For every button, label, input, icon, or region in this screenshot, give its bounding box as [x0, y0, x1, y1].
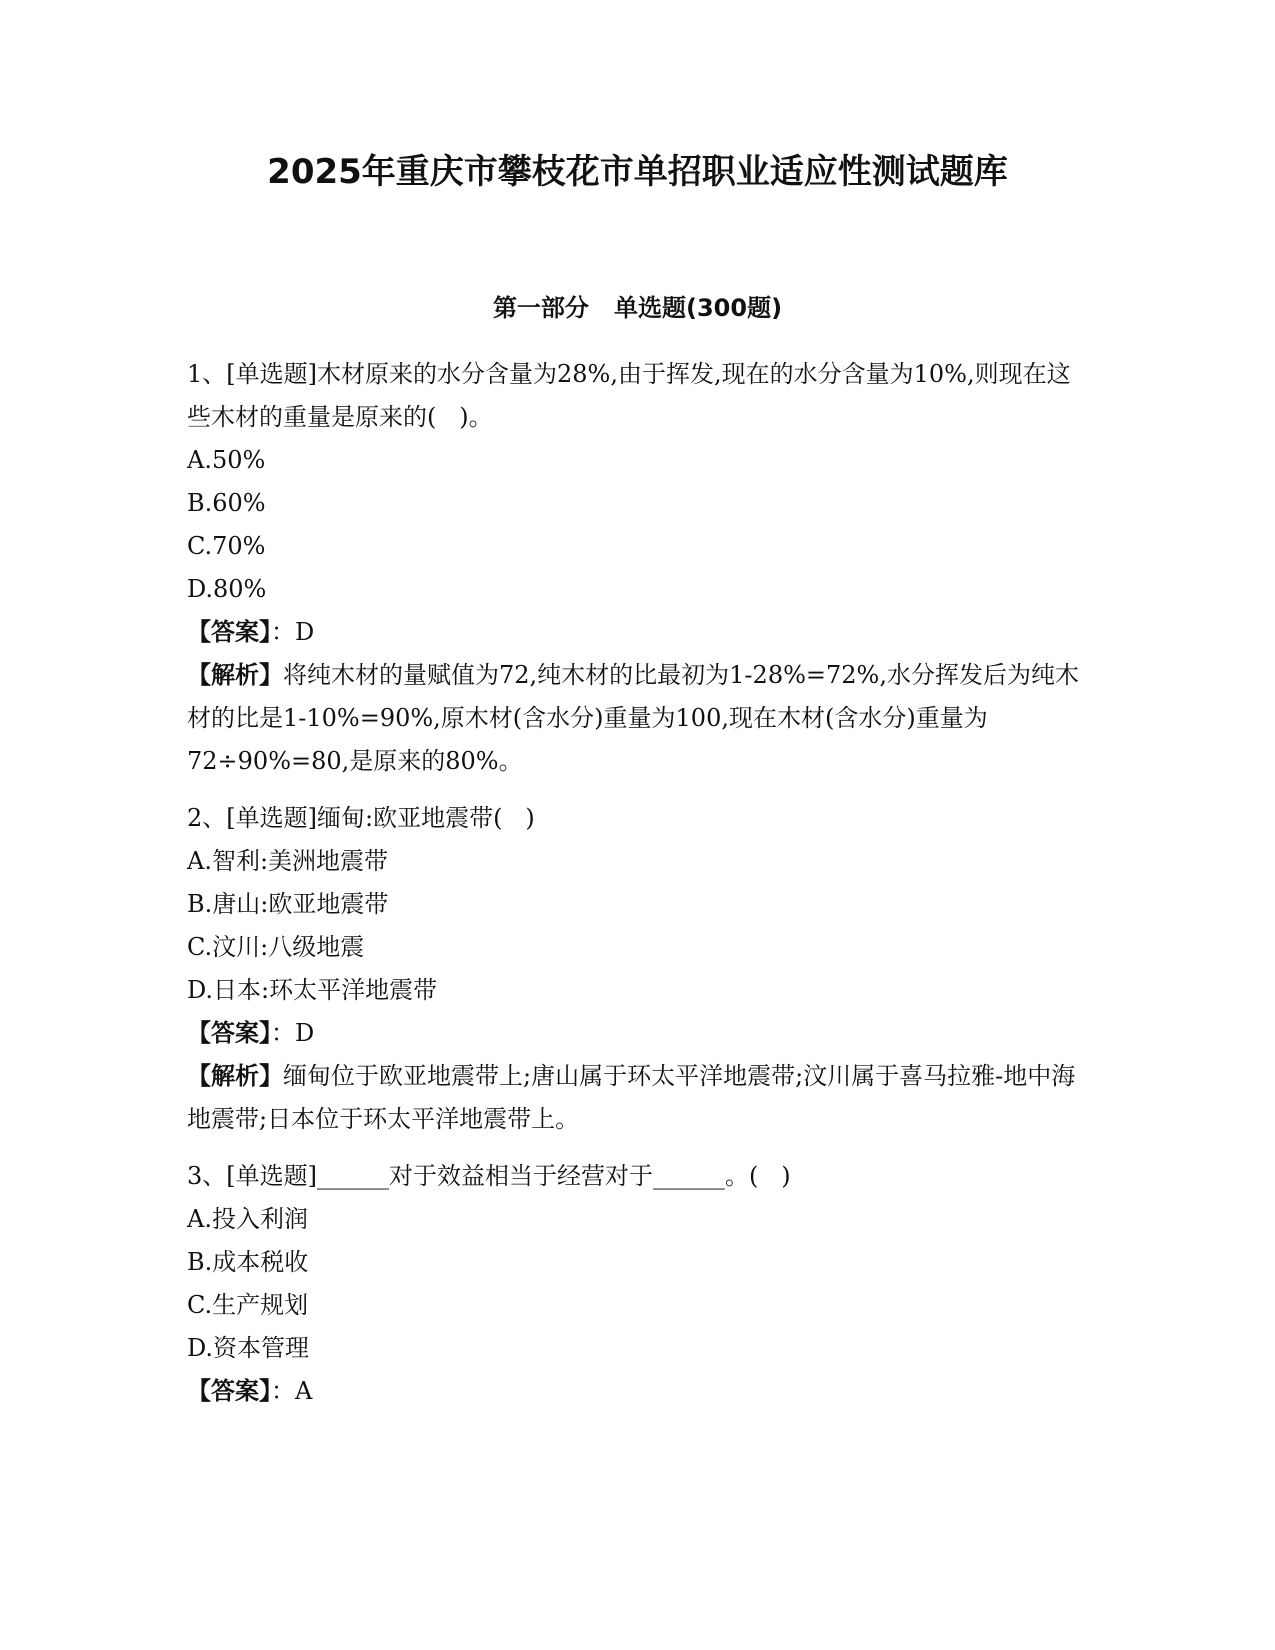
answer-value: ：A	[271, 1377, 313, 1405]
option-d: D.日本:环太平洋地震带	[187, 976, 438, 1004]
option-c: C.生产规划	[187, 1291, 309, 1319]
question-list	[187, 353, 1082, 1427]
question-3	[187, 1155, 1082, 1413]
option-b: B.唐山:欧亚地震带	[187, 890, 389, 918]
analysis-text: 缅甸位于欧亚地震带上;唐山属于环太平洋地震带;汶川属于喜马拉雅-地中海地震带;日本位于环太平洋地震带上。	[187, 1062, 1076, 1133]
answer-line	[187, 611, 1082, 654]
section-title: 第一部分 单选题(300题)	[492, 294, 783, 322]
analysis-line	[187, 1055, 1082, 1141]
answer-value: ：D	[271, 1019, 315, 1047]
analysis-line	[187, 654, 1082, 783]
option-a: A.50%	[187, 446, 266, 474]
option-d: D.资本管理	[187, 1334, 310, 1362]
question-stem: 1、[单选题]木材原来的水分含量为28%,由于挥发,现在的水分含量为10%,则现在这些木材的重量是原来的( )。	[187, 360, 1071, 431]
answer-value: ：D	[271, 618, 315, 646]
option-b: B.成本税收	[187, 1248, 309, 1276]
document-title: 2025年重庆市攀枝花市单招职业适应性测试题库	[267, 152, 1008, 192]
answer-label: 【答案】	[187, 1019, 271, 1047]
option-d: D.80%	[187, 575, 267, 603]
analysis-label: 【解析】	[187, 661, 283, 689]
option-b: B.60%	[187, 489, 266, 517]
question-stem: 3、[单选题]______对于效益相当于经营对于______。( )	[187, 1162, 791, 1190]
question-1	[187, 353, 1082, 783]
answer-label: 【答案】	[187, 618, 271, 646]
question-2	[187, 797, 1082, 1141]
analysis-label: 【解析】	[187, 1062, 283, 1090]
option-c: C.汶川:八级地震	[187, 933, 365, 961]
option-a: A.投入利润	[187, 1205, 308, 1233]
answer-line	[187, 1012, 1082, 1055]
analysis-text: 将纯木材的量赋值为72,纯木材的比最初为1-28%=72%,水分挥发后为纯木材的比是1-10%=90%,原木材(含水分)重量为100,现在木材(含水分)重量为72÷90%=80,是原来的80%。	[187, 661, 1079, 775]
option-c: C.70%	[187, 532, 266, 560]
option-a: A.智利:美洲地震带	[187, 847, 389, 875]
answer-line	[187, 1370, 1082, 1413]
answer-label: 【答案】	[187, 1377, 271, 1405]
question-stem: 2、[单选题]缅甸:欧亚地震带( )	[187, 804, 535, 832]
